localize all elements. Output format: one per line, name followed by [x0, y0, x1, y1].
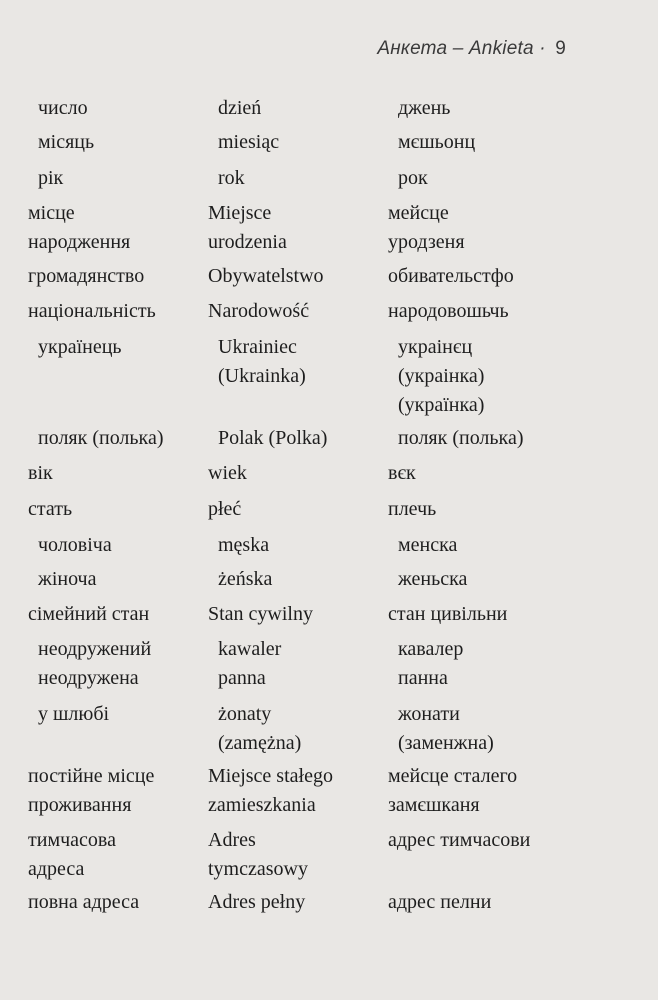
ukrainian-term: [28, 888, 139, 917]
polish-term: [218, 424, 327, 453]
ukrainian-term-line: постійне місце: [28, 765, 155, 787]
ukrainian-term-line: національність: [28, 300, 156, 322]
transcription: [398, 128, 475, 157]
transcription: [388, 297, 509, 326]
transcription-line: украінєц: [398, 336, 473, 358]
ukrainian-term-line: неодружений: [38, 638, 152, 660]
polish-term-line: tymczasowy: [208, 858, 308, 880]
ukrainian-term: [38, 531, 112, 560]
transcription: [398, 565, 467, 594]
transcription-line: (заменжна): [398, 732, 494, 754]
transcription: [388, 762, 517, 820]
ukrainian-term-line: чоловіча: [38, 534, 112, 556]
ukrainian-term-line: повна адреса: [28, 891, 140, 913]
polish-term-line: żonaty: [218, 703, 272, 725]
ukrainian-term: [38, 333, 122, 362]
polish-term: [218, 128, 279, 157]
polish-term-line: Ukrainiec: [218, 336, 297, 358]
ukrainian-term: [38, 635, 151, 693]
transcription: [398, 700, 494, 758]
transcription: [388, 495, 436, 524]
polish-term-line: Adres: [208, 829, 256, 851]
ukrainian-term-line: адреса: [28, 858, 85, 880]
transcription-line: мєшьонц: [398, 131, 476, 153]
polish-term: [208, 297, 309, 326]
transcription-line: адрес тимчасови: [388, 829, 531, 851]
ukrainian-term-line: число: [38, 97, 88, 119]
polish-term: [208, 826, 308, 884]
ukrainian-term-line: рік: [38, 167, 64, 189]
ukrainian-term: [28, 262, 144, 291]
transcription-line: плечь: [388, 498, 437, 520]
transcription-line: (украінка): [398, 365, 485, 387]
polish-term-line: miesiąc: [218, 131, 280, 153]
transcription: [398, 164, 428, 193]
polish-term-line: rok: [218, 167, 245, 189]
polish-term-line: Miejsce stałego: [208, 765, 333, 787]
polish-term: [218, 700, 301, 758]
ukrainian-term-line: неодружена: [38, 667, 139, 689]
transcription: [398, 94, 450, 123]
running-header: [377, 38, 566, 60]
polish-term-line: Obywatelstwo: [208, 265, 324, 287]
transcription-line: женьска: [398, 568, 468, 590]
transcription: [398, 635, 463, 693]
transcription: [398, 424, 524, 453]
transcription-line: мейсце: [388, 202, 449, 224]
ukrainian-term-line: проживання: [28, 794, 132, 816]
transcription: [388, 459, 416, 488]
polish-term-line: panna: [218, 667, 266, 689]
transcription-line: джень: [398, 97, 451, 119]
polish-term: [218, 164, 245, 193]
transcription: [388, 826, 530, 855]
ukrainian-term: [38, 128, 94, 157]
polish-term-line: wiek: [208, 462, 247, 484]
ukrainian-term: [28, 762, 154, 820]
transcription: [388, 199, 465, 257]
ukrainian-term-line: українець: [38, 336, 122, 358]
polish-term-line: dzień: [218, 97, 262, 119]
ukrainian-term-line: народження: [28, 231, 131, 253]
header-separator: ·: [539, 38, 546, 59]
ukrainian-term: [28, 600, 149, 629]
transcription-line: поляк (полька): [398, 427, 524, 449]
polish-term: [218, 333, 306, 391]
ukrainian-term-line: жіноча: [38, 568, 97, 590]
polish-term: [218, 635, 281, 693]
transcription-line: обивательстфо: [388, 265, 514, 287]
transcription-line: адрес пелни: [388, 891, 492, 913]
ukrainian-term-line: поляк (полька): [38, 427, 164, 449]
transcription-line: рок: [398, 167, 428, 189]
ukrainian-term-line: громадянство: [28, 265, 145, 287]
polish-term-line: kawaler: [218, 638, 282, 660]
polish-term: [208, 459, 247, 488]
transcription: [388, 600, 507, 629]
ukrainian-term-line: сімейний стан: [28, 603, 150, 625]
transcription-line: мейсце сталего: [388, 765, 518, 787]
polish-term-line: Stan cywilny: [208, 603, 313, 625]
polish-term-line: żeńska: [218, 568, 273, 590]
transcription-line: (українка): [398, 394, 485, 416]
ukrainian-term: [28, 495, 72, 524]
transcription-line: народовошьчь: [388, 300, 509, 322]
ukrainian-term: [38, 565, 97, 594]
transcription-line: менска: [398, 534, 458, 556]
ukrainian-term: [38, 700, 109, 729]
transcription-line: уродзеня: [388, 231, 465, 253]
ukrainian-term-line: місце: [28, 202, 75, 224]
polish-term-line: Adres pełny: [208, 891, 306, 913]
ukrainian-term: [28, 459, 53, 488]
ukrainian-term-line: у шлюбі: [38, 703, 110, 725]
ukrainian-term: [28, 199, 130, 257]
polish-term: [208, 600, 313, 629]
ukrainian-term-line: стать: [28, 498, 73, 520]
ukrainian-term: [38, 164, 63, 193]
ukrainian-term: [38, 94, 88, 123]
polish-term-line: Polak (Polka): [218, 427, 328, 449]
transcription-line: кавалер: [398, 638, 464, 660]
ukrainian-term: [28, 826, 116, 884]
ukrainian-term-line: вік: [28, 462, 53, 484]
ukrainian-term: [28, 297, 156, 326]
ukrainian-term-line: тимчасова: [28, 829, 116, 851]
transcription-line: стан цивільни: [388, 603, 508, 625]
transcription-line: замєшканя: [388, 794, 480, 816]
transcription: [398, 333, 484, 420]
polish-term: [218, 565, 272, 594]
polish-term: [218, 531, 269, 560]
polish-term: [208, 199, 287, 257]
transcription: [388, 888, 491, 917]
polish-term: [208, 888, 305, 917]
polish-term-line: Miejsce: [208, 202, 272, 224]
polish-term-line: zamieszkania: [208, 794, 316, 816]
polish-term-line: (Ukrainka): [218, 365, 306, 387]
polish-term: [208, 495, 241, 524]
transcription: [388, 262, 514, 291]
transcription-line: вєк: [388, 462, 416, 484]
polish-term-line: (zamężna): [218, 732, 302, 754]
page-number: 9: [555, 38, 566, 59]
polish-term: [208, 762, 333, 820]
polish-term-line: męska: [218, 534, 270, 556]
polish-term: [218, 94, 261, 123]
ukrainian-term-line: місяць: [38, 131, 95, 153]
transcription-line: панна: [398, 667, 448, 689]
transcription-line: жонати: [398, 703, 460, 725]
transcription: [398, 531, 457, 560]
ukrainian-term: [38, 424, 164, 453]
polish-term-line: urodzenia: [208, 231, 287, 253]
header-title: Анкета – Ankieta: [377, 38, 534, 59]
polish-term-line: Narodowość: [208, 300, 310, 322]
polish-term: [208, 262, 324, 291]
polish-term-line: płeć: [208, 498, 242, 520]
